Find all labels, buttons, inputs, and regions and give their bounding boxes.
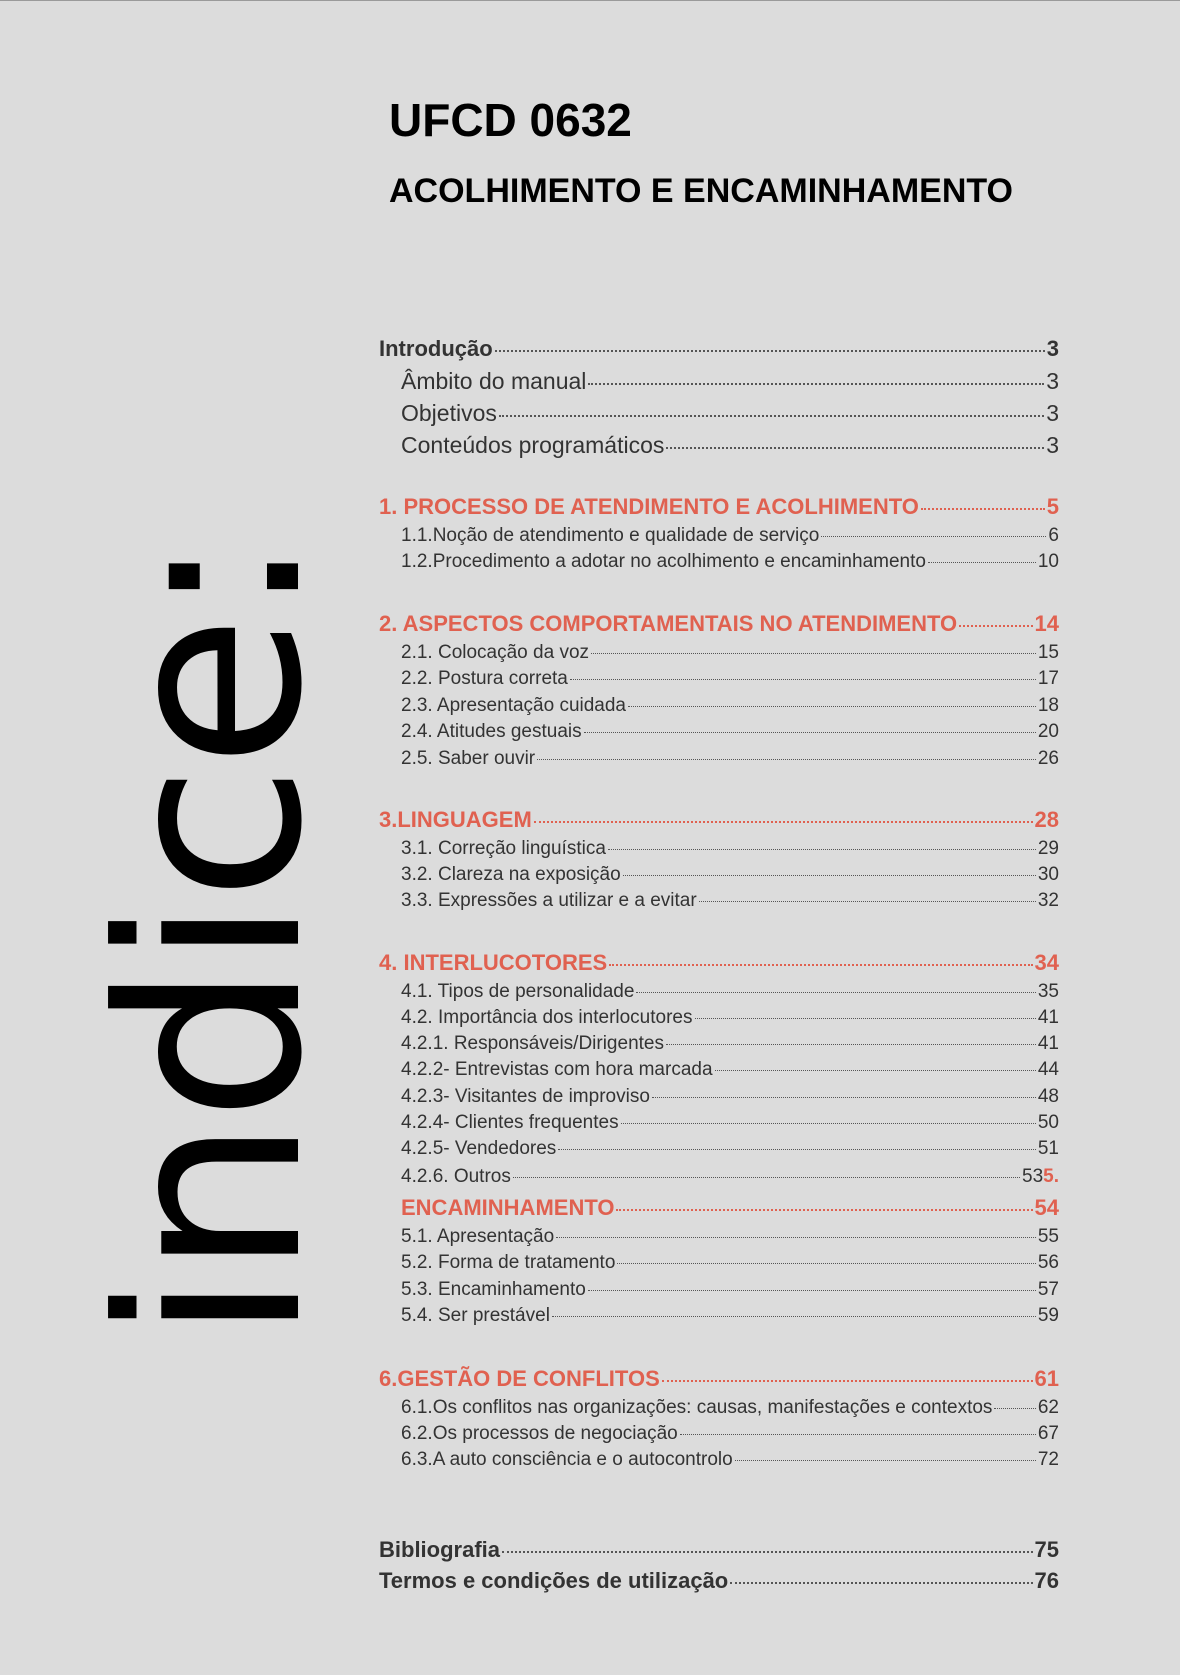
toc-entry[interactable] — [379, 1226, 1059, 1248]
toc-label: 1. PROCESSO DE ATENDIMENTO E ACOLHIMENTO — [379, 494, 919, 519]
toc-label: ENCAMINHAMENTO — [401, 1195, 615, 1220]
toc-label: 2.5. Saber ouvir — [401, 748, 536, 769]
toc-label: 2.4. Atitudes gestuais — [401, 721, 582, 742]
toc-page: 59 — [1037, 1305, 1059, 1326]
toc-entry[interactable] — [379, 1279, 1059, 1301]
toc-label: 6.2.Os processos de negociação — [401, 1423, 678, 1444]
toc-label: 3.1. Correção linguística — [401, 838, 606, 859]
toc-page: 32 — [1037, 890, 1059, 911]
toc-label: Termos e condições de utilização — [379, 1568, 729, 1593]
toc-label: 4.2.2- Entrevistas com hora marcada — [401, 1059, 713, 1080]
toc-page: 67 — [1037, 1423, 1059, 1444]
toc-leader — [662, 1380, 1033, 1382]
toc-page: 3 — [1046, 400, 1059, 426]
toc-leader — [921, 508, 1045, 510]
toc-label: 1.2.Procedimento a adotar no acolhimento e encaminhamento — [401, 551, 926, 572]
toc-leader — [636, 992, 1035, 993]
toc-leader — [680, 1434, 1036, 1435]
toc-page: 20 — [1037, 721, 1059, 742]
toc-page: 15 — [1037, 642, 1059, 663]
toc-leader — [699, 901, 1036, 902]
toc-leader — [617, 1263, 1035, 1264]
toc-leader — [558, 1149, 1036, 1150]
toc-page: 76 — [1034, 1568, 1059, 1593]
toc-entry[interactable] — [379, 981, 1059, 1003]
toc-leader — [552, 1316, 1036, 1317]
toc-label: Objetivos — [401, 400, 497, 426]
toc-page: 41 — [1037, 1007, 1059, 1028]
toc-entry-terms[interactable] — [379, 1568, 1059, 1594]
toc-leader — [994, 1408, 1035, 1409]
toc-page: 56 — [1037, 1252, 1059, 1273]
toc-entry[interactable] — [379, 1138, 1059, 1160]
toc-label: 2. ASPECTOS COMPORTAMENTAIS NO ATENDIMENTO — [379, 611, 958, 636]
toc-page: 3 — [1046, 368, 1059, 394]
toc-leader — [608, 849, 1036, 850]
toc-label: Conteúdos programáticos — [401, 432, 665, 458]
toc-page: 34 — [1034, 950, 1059, 975]
toc-page: 53 — [1022, 1166, 1044, 1187]
toc-page: 48 — [1037, 1086, 1059, 1107]
toc-label: 4.2.4- Clientes frequentes — [401, 1112, 619, 1133]
toc-page: 3 — [1046, 432, 1059, 458]
side-title: indice: — [66, 538, 357, 1342]
toc-entry[interactable] — [379, 890, 1059, 912]
toc-label: 3.3. Expressões a utilizar e a evitar — [401, 890, 697, 911]
toc-page: 30 — [1037, 864, 1059, 885]
toc-label: 4. INTERLUCOTORES — [379, 950, 608, 975]
toc-leader — [495, 350, 1045, 352]
toc-leader — [623, 875, 1036, 876]
toc-page: 29 — [1037, 838, 1059, 859]
toc-leader — [666, 447, 1044, 449]
toc-page: 51 — [1037, 1138, 1059, 1159]
toc-leader — [666, 1044, 1036, 1045]
toc-leader — [556, 1237, 1036, 1238]
toc-page: 10 — [1037, 551, 1059, 572]
toc-entry[interactable] — [379, 1112, 1059, 1134]
toc-page: 57 — [1037, 1279, 1059, 1300]
toc-chapter-1[interactable] — [379, 494, 1059, 520]
toc-label: 6.1.Os conflitos nas organizações: causas, manifestações e contextos — [401, 1397, 993, 1418]
toc-label: 4.2. Importância dos interlocutores — [401, 1007, 693, 1028]
toc-leader — [695, 1018, 1036, 1019]
toc-label: Introdução — [379, 336, 493, 361]
toc-leader — [502, 1551, 1033, 1553]
toc-leader — [821, 536, 1046, 537]
toc-leader — [609, 964, 1032, 966]
toc-label: Âmbito do manual — [401, 368, 587, 394]
toc-label: 4.2.6. Outros — [401, 1166, 511, 1187]
toc-entry-bibliography[interactable] — [379, 1537, 1059, 1563]
toc-chapter-5[interactable] — [379, 1195, 1059, 1221]
toc-leader — [621, 1123, 1036, 1124]
toc-entry[interactable] — [379, 748, 1059, 770]
toc-page: 50 — [1037, 1112, 1059, 1133]
toc-page: 28 — [1034, 807, 1059, 832]
toc-leader — [715, 1070, 1036, 1071]
toc-page: 6 — [1048, 525, 1059, 546]
toc-label: 3.LINGUAGEM — [379, 807, 532, 832]
toc-leader — [652, 1097, 1036, 1098]
course-title: ACOLHIMENTO E ENCAMINHAMENTO — [389, 172, 1013, 210]
toc-leader — [628, 706, 1036, 707]
toc-page: 3 — [1046, 336, 1059, 361]
toc-leader — [588, 1290, 1036, 1291]
toc-label: 5.3. Encaminhamento — [401, 1279, 586, 1300]
toc-page: 62 — [1037, 1397, 1059, 1418]
toc-label: 5.2. Forma de tratamento — [401, 1252, 616, 1273]
toc-chapter-2[interactable] — [379, 611, 1059, 637]
toc-entry[interactable] — [379, 1305, 1059, 1327]
toc-page-trail: 5. — [1043, 1166, 1059, 1187]
toc-label: 5.4. Ser prestável — [401, 1305, 550, 1326]
toc-page: 54 — [1034, 1195, 1059, 1220]
toc-entry[interactable] — [379, 432, 1059, 459]
toc-chapter-3[interactable] — [379, 807, 1059, 833]
toc-label: 4.2.5- Vendedores — [401, 1138, 557, 1159]
toc-label: 3.2. Clareza na exposição — [401, 864, 621, 885]
toc-entry[interactable] — [379, 1449, 1059, 1471]
toc-label: 4.2.1. Responsáveis/Dirigentes — [401, 1033, 664, 1054]
toc-entry[interactable] — [379, 838, 1059, 860]
toc-label: 4.1. Tipos de personalidade — [401, 981, 635, 1002]
toc-label: 6.GESTÃO DE CONFLITOS — [379, 1366, 660, 1391]
top-border — [0, 0, 1180, 1]
toc-chapter-6[interactable] — [379, 1366, 1059, 1392]
toc-page: 26 — [1037, 748, 1059, 769]
toc-entry[interactable] — [379, 1423, 1059, 1445]
toc-entry[interactable] — [379, 1007, 1059, 1029]
toc-leader — [591, 653, 1036, 654]
toc-entry[interactable] — [379, 368, 1059, 395]
toc-label: 2.2. Postura correta — [401, 668, 568, 689]
toc-entry[interactable] — [379, 668, 1059, 690]
toc-page: 17 — [1037, 668, 1059, 689]
toc-leader — [570, 679, 1036, 680]
toc-leader — [928, 562, 1036, 563]
toc-entry[interactable] — [379, 551, 1059, 573]
course-code: UFCD 0632 — [389, 94, 632, 146]
toc-chapter-4[interactable] — [379, 950, 1059, 976]
toc-leader — [537, 759, 1036, 760]
toc-entry[interactable] — [379, 1086, 1059, 1108]
toc-page: 41 — [1037, 1033, 1059, 1054]
toc-entry[interactable] — [379, 1397, 1059, 1419]
toc-page: 5 — [1046, 494, 1059, 519]
toc-entry[interactable] — [379, 1252, 1059, 1274]
toc-leader — [584, 732, 1036, 733]
toc-leader — [588, 383, 1044, 385]
toc-entry[interactable] — [379, 1059, 1059, 1081]
toc-leader — [499, 415, 1044, 417]
toc-leader — [513, 1177, 1020, 1178]
toc-entry[interactable] — [379, 695, 1059, 717]
toc-page: 14 — [1034, 611, 1059, 636]
toc-entry-intro[interactable] — [379, 336, 1059, 362]
toc-entry[interactable] — [379, 1033, 1059, 1055]
toc-leader — [534, 821, 1033, 823]
toc-leader — [959, 625, 1032, 627]
toc-page: 75 — [1034, 1537, 1059, 1562]
toc-entry[interactable] — [379, 400, 1059, 427]
toc-entry[interactable] — [379, 721, 1059, 743]
toc-label: 4.2.3- Visitantes de improviso — [401, 1086, 650, 1107]
toc-page: 35 — [1037, 981, 1059, 1002]
toc-leader — [616, 1209, 1032, 1211]
toc-entry[interactable] — [379, 1166, 1059, 1188]
toc-page: 55 — [1037, 1226, 1059, 1247]
toc-label: 5.1. Apresentação — [401, 1226, 555, 1247]
toc-page: 18 — [1037, 695, 1059, 716]
toc-entry[interactable] — [379, 642, 1059, 664]
toc-label: Bibliografia — [379, 1537, 501, 1562]
toc-label: 1.1.Noção de atendimento e qualidade de serviço — [401, 525, 820, 546]
toc-label: 2.3. Apresentação cuidada — [401, 695, 627, 716]
toc-label: 6.3.A auto consciência e o autocontrolo — [401, 1449, 733, 1470]
toc-page: 44 — [1037, 1059, 1059, 1080]
toc-leader — [730, 1582, 1032, 1584]
toc-leader — [735, 1460, 1036, 1461]
toc-page: 72 — [1037, 1449, 1059, 1470]
toc-entry[interactable] — [379, 864, 1059, 886]
toc-page: 61 — [1034, 1366, 1059, 1391]
toc-label: 2.1. Colocação da voz — [401, 642, 590, 663]
toc-entry[interactable] — [379, 525, 1059, 547]
